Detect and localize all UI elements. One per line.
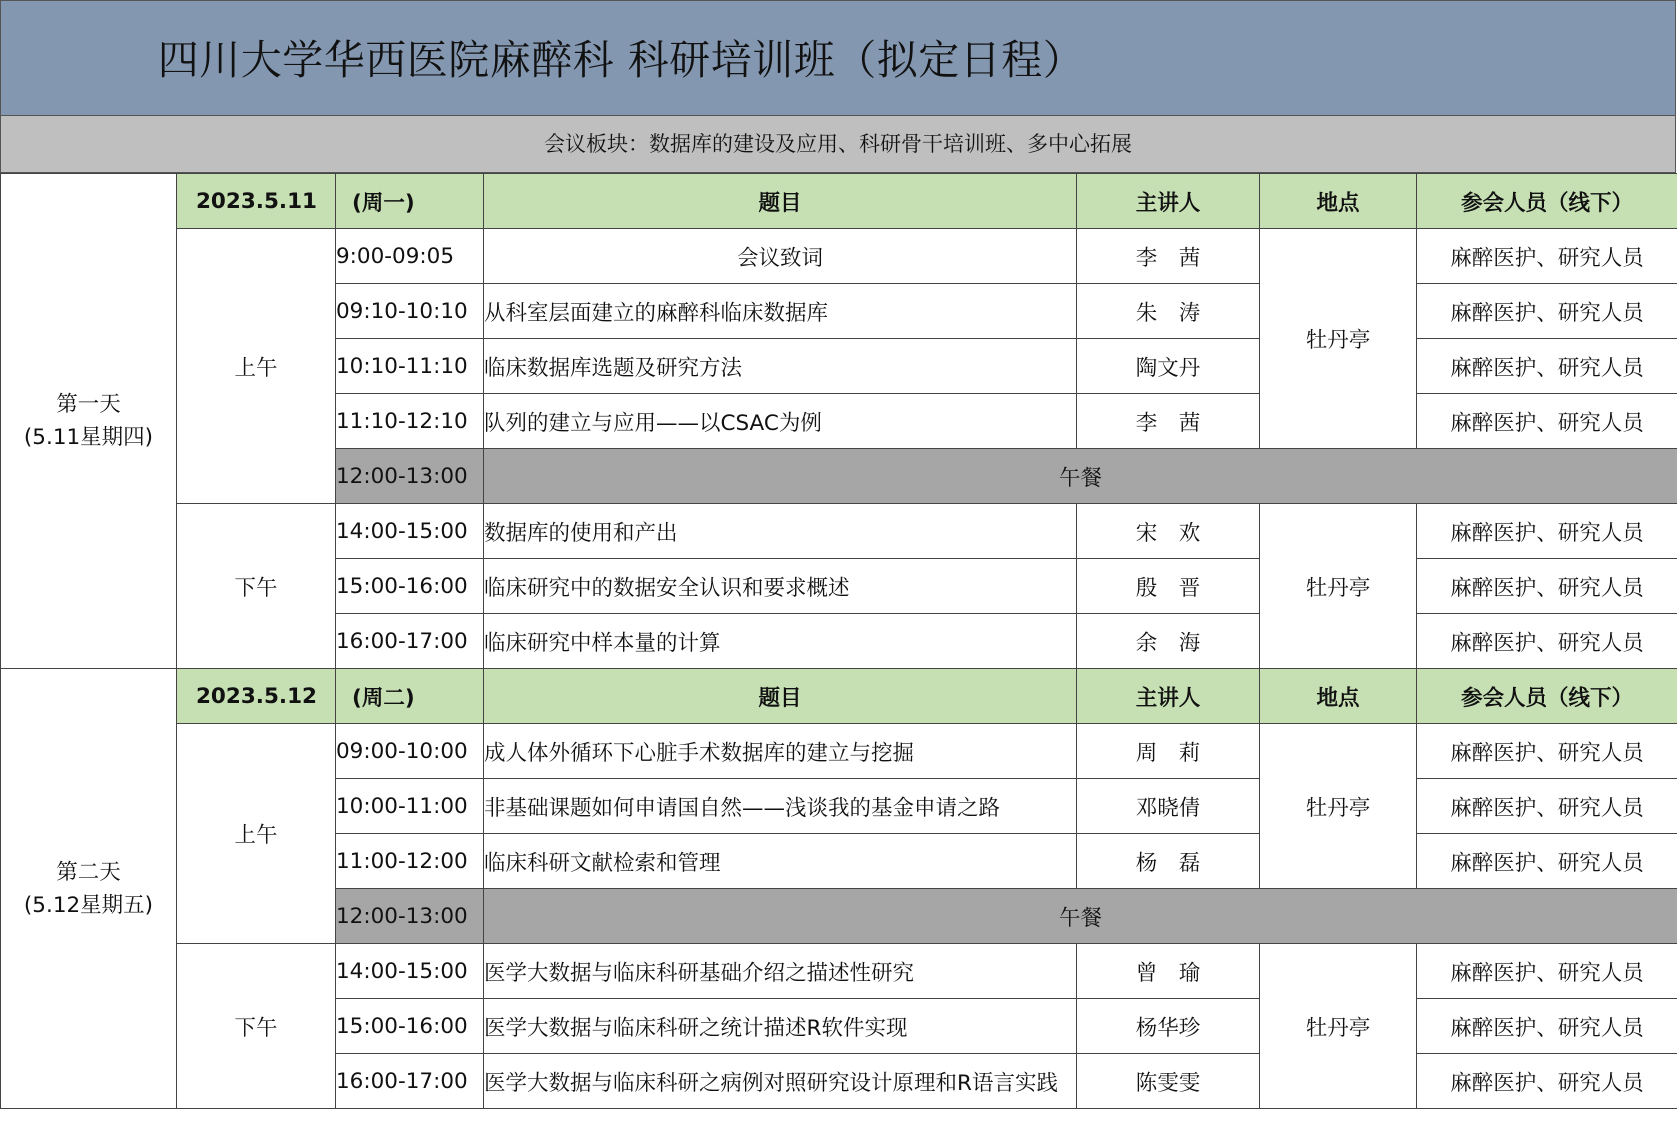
schedule-table [0,173,1677,1109]
session-attendees: 麻醉医护、研究人员 [1417,834,1677,889]
day1-label: 第一天 [56,392,121,417]
session-time: 11:00-12:00 [336,834,484,889]
day2-afternoon-venue: 牡丹亭 [1260,944,1417,1109]
subtitle-bar: 会议板块：数据库的建设及应用、科研骨干培训班、多中心拓展 [0,116,1676,173]
session-speaker: 陈雯雯 [1077,1054,1260,1109]
title-bar [0,0,1676,116]
day2-morning-label: 上午 [177,724,336,944]
day2-label: 第二天 [56,859,121,885]
day1-date: (5.11星期四) [23,425,154,450]
session-time: 11:10-12:10 [336,394,484,449]
lunch-label: 午餐 [484,889,1677,944]
day2-header-speaker: 主讲人 [1077,669,1260,724]
day2-label-cell [1,669,177,1109]
session-topic: 医学大数据与临床科研基础介绍之描述性研究 [484,944,1077,999]
session-topic: 临床研究中样本量的计算 [484,614,1077,669]
session-attendees: 麻醉医护、研究人员 [1417,284,1677,339]
table-row [1,724,1677,779]
day1-header-row [1,174,1677,229]
session-topic: 成人体外循环下心脏手术数据库的建立与挖掘 [484,724,1077,779]
session-attendees: 麻醉医护、研究人员 [1417,724,1677,779]
day1-morning-venue: 牡丹亭 [1260,229,1417,449]
day1-afternoon-label: 下午 [177,504,336,669]
day2-header-venue: 地点 [1260,669,1417,724]
session-time: 10:10-11:10 [336,339,484,394]
session-speaker: 殷 晋 [1077,559,1260,614]
table-row [1,944,1677,999]
session-attendees: 麻醉医护、研究人员 [1417,504,1677,559]
page-title: 四川大学华西医院麻醉科 科研培训班（拟定日程） [157,36,1085,84]
session-attendees: 麻醉医护、研究人员 [1417,229,1677,284]
session-time: 15:00-16:00 [336,559,484,614]
lunch-time: 12:00-13:00 [336,449,484,504]
lunch-label: 午餐 [484,449,1677,504]
day2-header-date: 2023.5.12 [177,669,336,724]
day1-afternoon-venue: 牡丹亭 [1260,504,1417,669]
session-time: 15:00-16:00 [336,999,484,1054]
session-speaker: 宋 欢 [1077,504,1260,559]
session-time: 16:00-17:00 [336,614,484,669]
session-time: 09:10-10:10 [336,284,484,339]
session-attendees: 麻醉医护、研究人员 [1417,999,1677,1054]
session-topic: 从科室层面建立的麻醉科临床数据库 [484,284,1077,339]
day2-header-row [1,669,1677,724]
session-topic: 医学大数据与临床科研之病例对照研究设计原理和R语言实践 [484,1054,1077,1109]
session-attendees: 麻醉医护、研究人员 [1417,614,1677,669]
day1-header-speaker: 主讲人 [1077,174,1260,229]
table-row [1,504,1677,559]
session-topic: 医学大数据与临床科研之统计描述R软件实现 [484,999,1077,1054]
day1-header-date: 2023.5.11 [177,174,336,229]
session-attendees: 麻醉医护、研究人员 [1417,944,1677,999]
day2-header-attendees: 参会人员（线下） [1417,669,1677,724]
day2-header-topic: 题目 [484,669,1077,724]
session-speaker: 李 茜 [1077,394,1260,449]
session-time: 14:00-15:00 [336,944,484,999]
day2-afternoon-label: 下午 [177,944,336,1109]
session-time: 16:00-17:00 [336,1054,484,1109]
day1-header-venue: 地点 [1260,174,1417,229]
session-time: 09:00-10:00 [336,724,484,779]
session-speaker: 余 海 [1077,614,1260,669]
session-attendees: 麻醉医护、研究人员 [1417,339,1677,394]
session-topic: 会议致词 [484,229,1077,284]
session-time: 10:00-11:00 [336,779,484,834]
day1-morning-label: 上午 [177,229,336,504]
session-topic: 数据库的使用和产出 [484,504,1077,559]
day2-morning-venue: 牡丹亭 [1260,724,1417,889]
session-speaker: 李 茜 [1077,229,1260,284]
day1-header-weekday: (周一) [336,174,484,229]
session-speaker: 杨 磊 [1077,834,1260,889]
day1-label-cell [1,174,177,669]
session-attendees: 麻醉医护、研究人员 [1417,1054,1677,1109]
session-attendees: 麻醉医护、研究人员 [1417,559,1677,614]
session-topic: 队列的建立与应用——以CSAC为例 [484,394,1077,449]
session-attendees: 麻醉医护、研究人员 [1417,779,1677,834]
session-time: 9:00-09:05 [336,229,484,284]
day1-header-topic: 题目 [484,174,1077,229]
day2-header-weekday: (周二) [336,669,484,724]
session-speaker: 周 莉 [1077,724,1260,779]
session-speaker: 曾 瑜 [1077,944,1260,999]
session-speaker: 陶文丹 [1077,339,1260,394]
day1-header-attendees: 参会人员（线下） [1417,174,1677,229]
session-time: 14:00-15:00 [336,504,484,559]
session-speaker: 杨华珍 [1077,999,1260,1054]
session-attendees: 麻醉医护、研究人员 [1417,394,1677,449]
table-row [1,229,1677,284]
lunch-time: 12:00-13:00 [336,889,484,944]
day2-date: (5.12星期五) [23,892,154,918]
session-topic: 非基础课题如何申请国自然——浅谈我的基金申请之路 [484,779,1077,834]
session-speaker: 邓晓倩 [1077,779,1260,834]
session-topic: 临床研究中的数据安全认识和要求概述 [484,559,1077,614]
session-speaker: 朱 涛 [1077,284,1260,339]
session-topic: 临床数据库选题及研究方法 [484,339,1077,394]
session-topic: 临床科研文献检索和管理 [484,834,1077,889]
